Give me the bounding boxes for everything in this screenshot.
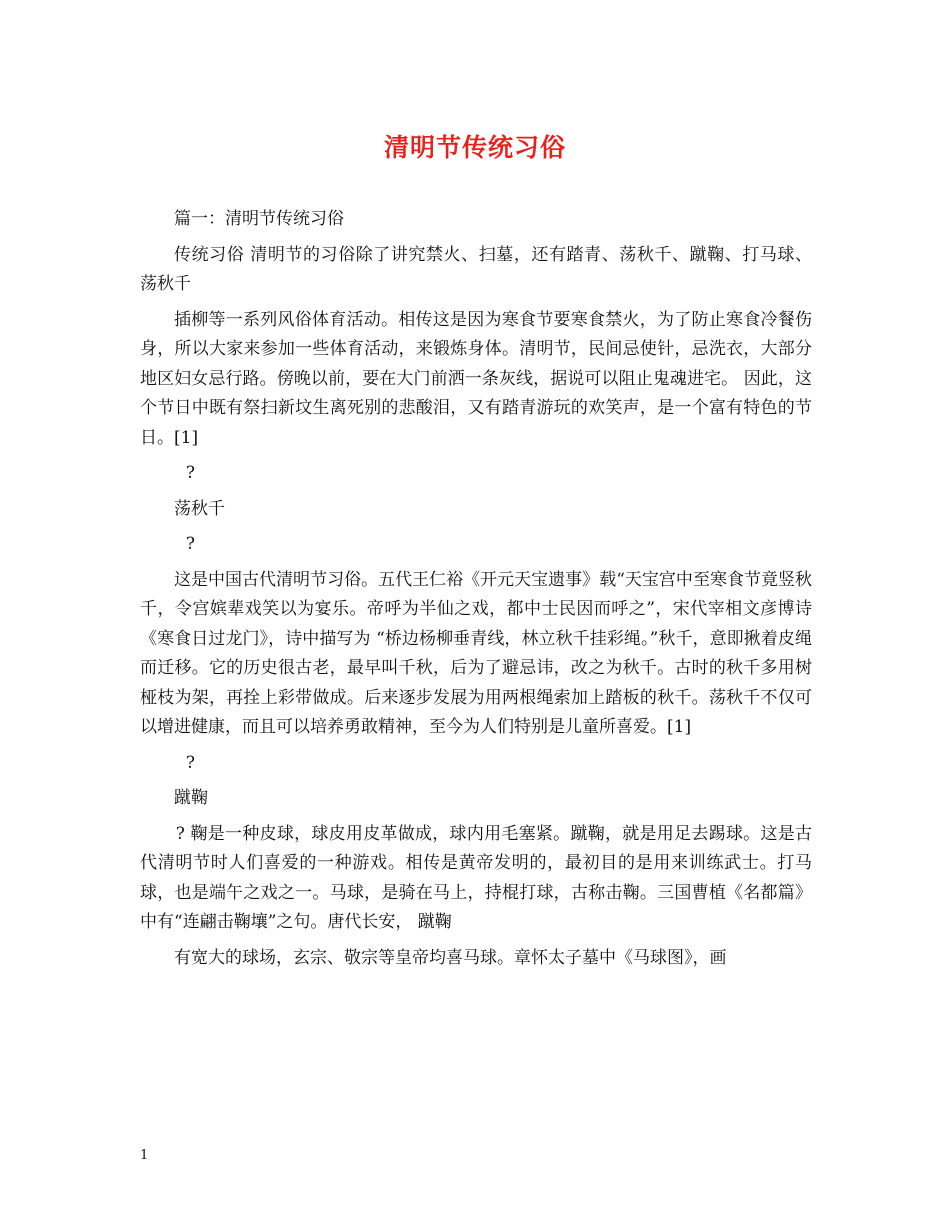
subheading: 荡秋千: [174, 498, 225, 519]
document-body: [140, 205, 812, 973]
paragraph: 这是中国古代清明节习俗。五代王仁裕《开元天宝遗事》载“天宝宫中至寒食节竟竖秋千，令宫嫔辈戏笑以为宴乐。帝呼为半仙之戏，都中士民因而呼之”，宋代宰相文彦博诗《寒食日过龙门》，诗中描写为 “桥边杨柳垂青线，林立秋千挂彩绳。”秋千，意即揪着皮绳而迁移。它的历史很古老，最早叫千秋，后为了避忌讳，改之为秋千。古时的秋千多用树桠枝为架，再拴上彩带做成。后来逐步发展为用两根绳索加上踏板的秋千。荡秋千不仅可以增进健康，而且可以培养勇敢精神，至今为人们特别是儿童所喜爱。[1]: [140, 569, 812, 737]
paragraph: 传统习俗 清明节的习俗除了讲究禁火、扫墓，还有踏青、荡秋千、蹴鞠、打马球、 荡秋千: [140, 244, 812, 294]
placeholder-mark: ?: [185, 752, 196, 773]
paragraph: 插柳等一系列风俗体育活动。相传这是因为寒食节要寒食禁火，为了防止寒食冷餐伤身，所以大家来参加一些体育活动，来锻炼身体。清明节，民间忌使针，忌洗衣，大部分地区妇女忌行路。傍晚以前，要在大门前洒一条灰线，据说可以阻止鬼魂进宅。 因此，这个节日中既有祭扫新坟生离死别的悲酸泪，又有踏青游玩的欢笑声，是一个富有特色的节日。[1]: [140, 309, 812, 448]
paragraph: 有宽大的球场，玄宗、敬宗等皇帝均喜马球。章怀太子墓中《马球图》，画: [174, 947, 727, 968]
paragraph: ? 鞠是一种皮球，球皮用皮革做成，球内用毛塞紧。蹴鞠，就是用足去踢球。这是古代清明节时人们喜爱的一种游戏。相传是黄帝发明的，最初目的是用来训练武士。打马球，也是端午之戏之一。马球，是骑在马上，持棍打球，古称击鞠。三国曹植《名都篇》中有“连翩击鞠壤”之句。唐代长安， 蹴鞠: [140, 823, 812, 932]
placeholder-mark: ?: [185, 534, 196, 554]
subheading: 蹴鞠: [174, 788, 208, 808]
section-heading: 篇一：清明节传统习俗: [174, 209, 344, 229]
placeholder-mark: ?: [185, 463, 196, 483]
page-number: 1: [140, 1148, 149, 1163]
document-title: 清明节传统习俗: [383, 133, 566, 162]
